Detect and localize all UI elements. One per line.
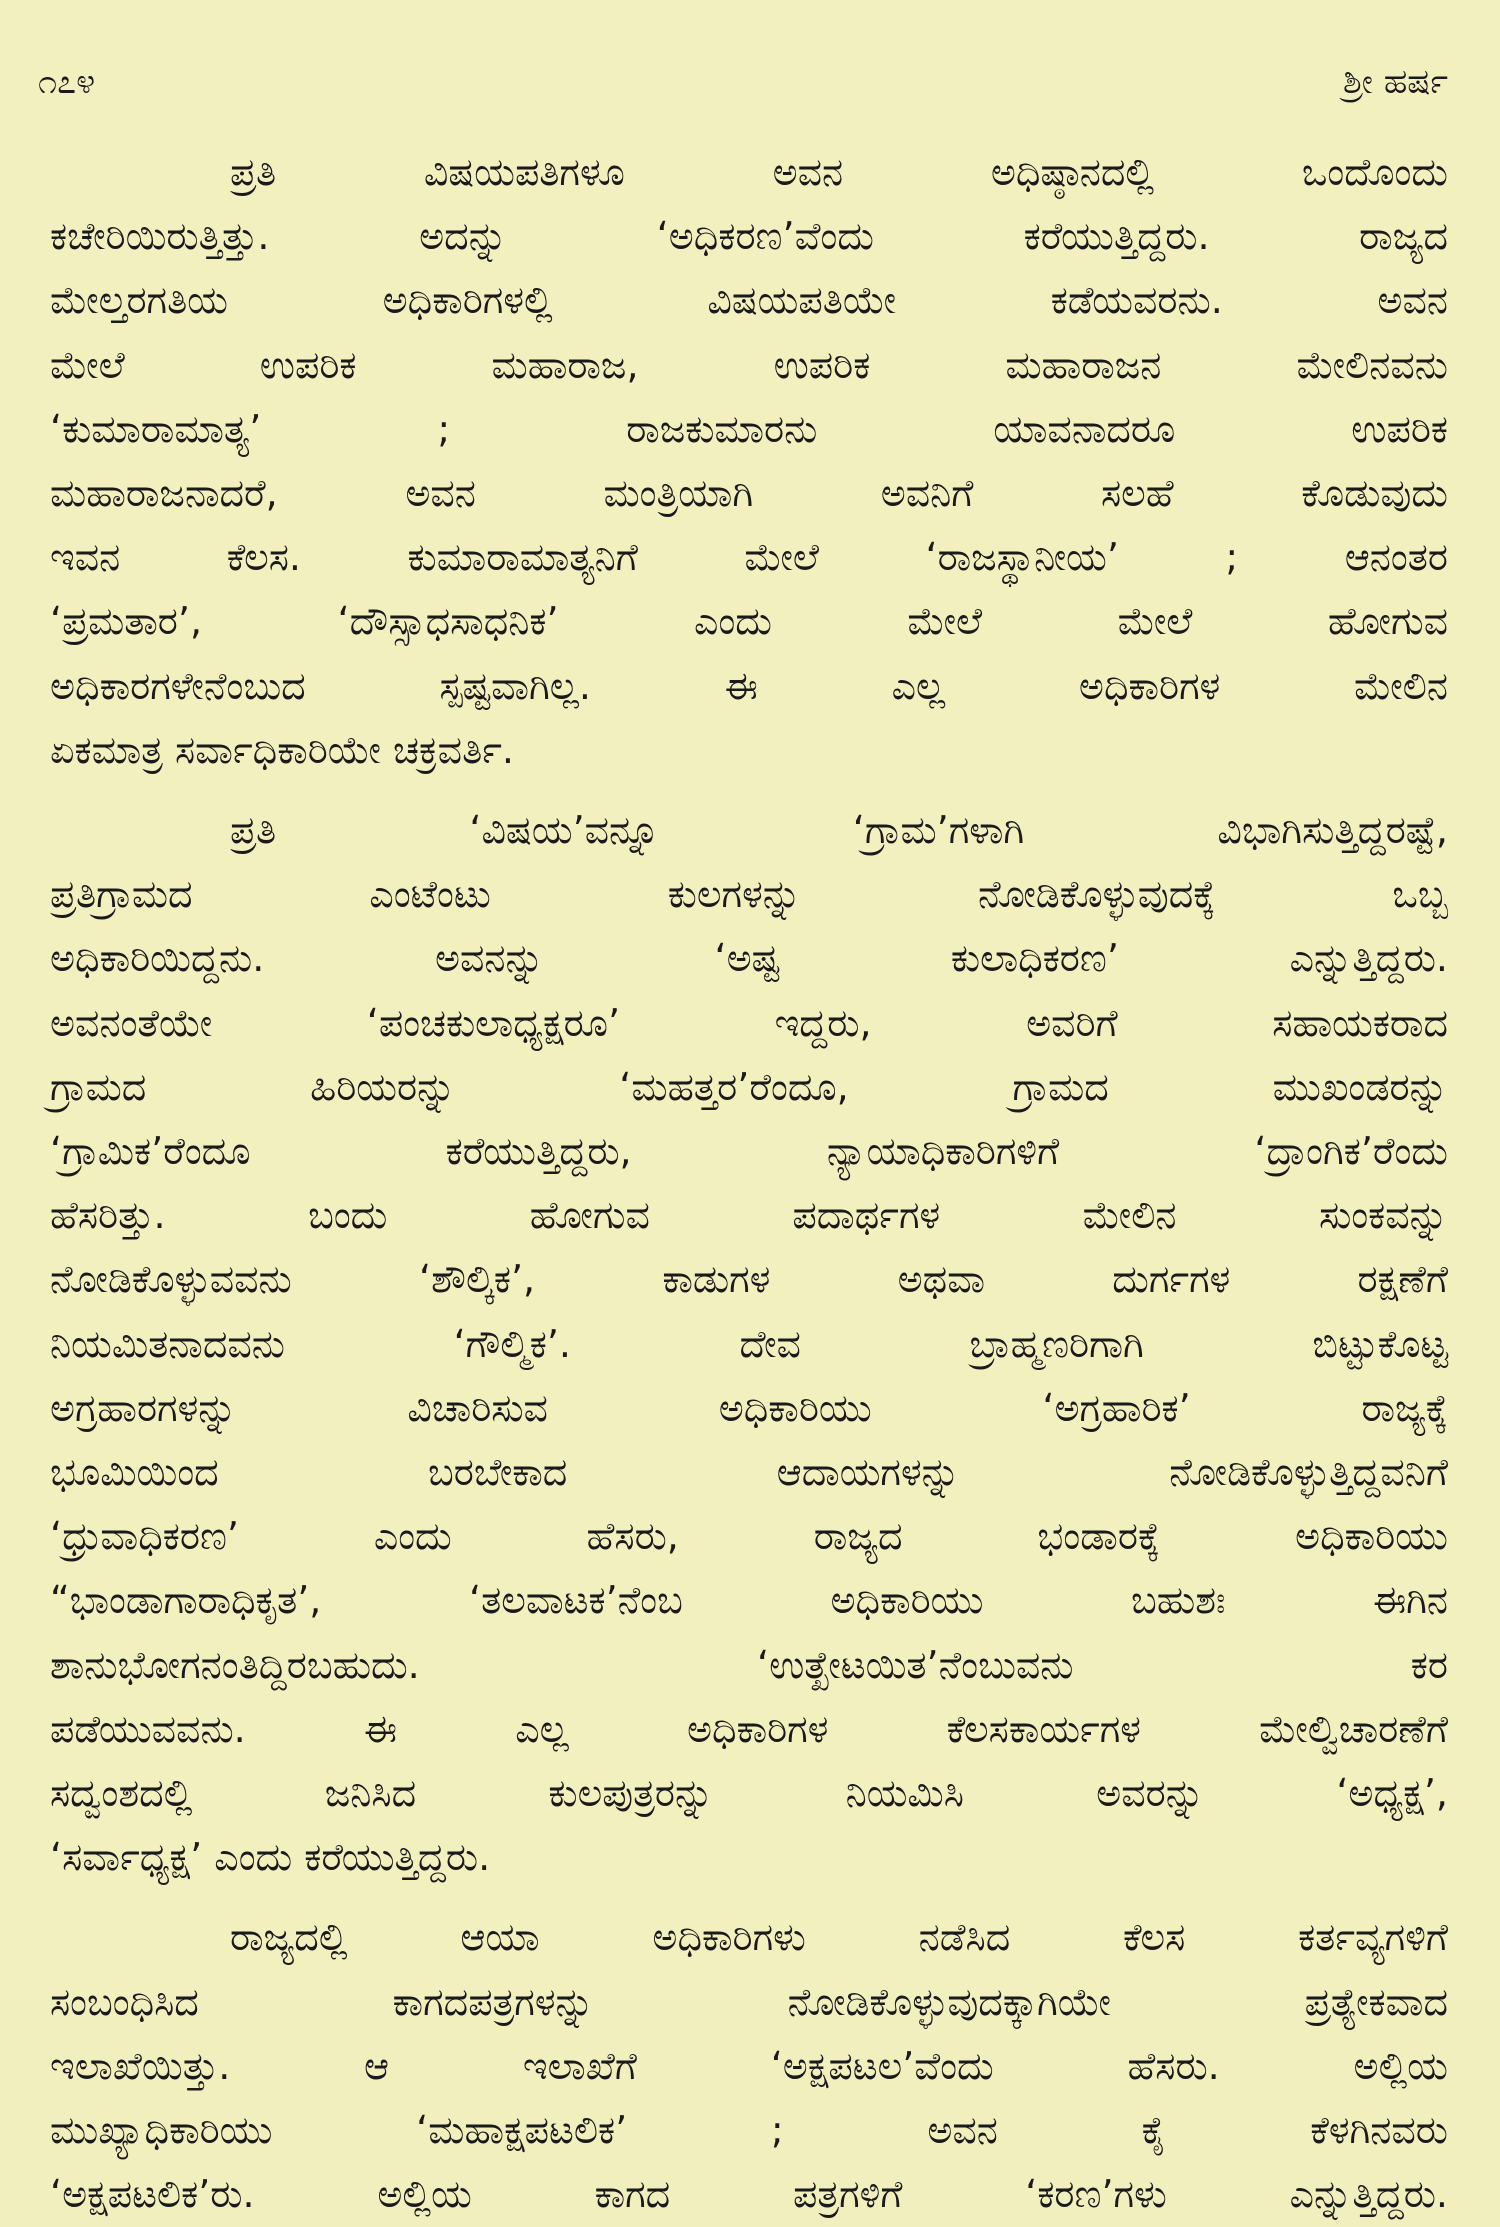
text-line: ‘ಅಕ್ಷಪಟಲಿಕ’ರು. ಅಲ್ಲಿಯ ಕಾಗದ ಪತ್ರಗಳಿಗೆ ‘ಕರಣ’ಗಳು ಎನ್ನುತ್ತಿದ್ದರು. bbox=[50, 2172, 1448, 2217]
text-line: ನಿಯಮಿತನಾದವನು ‘ಗೌಲ್ಮಿಕ’. ದೇವ ಬ್ರಾಹ್ಮಣರಿಗಾಗಿ ಬಿಟ್ಟುಕೊಟ್ಟ bbox=[50, 1321, 1448, 1366]
text-line: ಇವನ ಕೆಲಸ. ಕುಮಾರಾಮಾತ್ಯನಿಗೆ ಮೇಲೆ ‘ರಾಜಸ್ಥಾನೀಯ’ ; ಆನಂತರ bbox=[50, 535, 1448, 580]
paragraph-administration bbox=[50, 140, 1448, 782]
text-line: ಸದ್ವಂಶದಲ್ಲಿ ಜನಿಸಿದ ಕುಲಪುತ್ರರನ್ನು ನಿಯಮಿಸಿ ಅವರನ್ನು ‘ಅಧ್ಯಕ್ಷ’, bbox=[50, 1771, 1448, 1816]
text-line: ಪಡೆಯುವವನು. ಈ ಎಲ್ಲ ಅಧಿಕಾರಿಗಳ ಕೆಲಸಕಾರ್ಯಗಳ ಮೇಲ್ವಿಚಾರಣೆಗೆ bbox=[50, 1706, 1448, 1751]
text-line: ನೋಡಿಕೊಳ್ಳುವವನು ‘ಶೌಲ್ಕಿಕ’, ಕಾಡುಗಳ ಅಥವಾ ದುರ್ಗಗಳ ರಕ್ಷಣೆಗೆ bbox=[50, 1257, 1448, 1302]
text-line: ಅಗ್ರಹಾರಗಳನ್ನು ವಿಚಾರಿಸುವ ಅಧಿಕಾರಿಯು ‘ಅಗ್ರಹಾರಿಕ’ ರಾಜ್ಯಕ್ಕೆ bbox=[50, 1385, 1448, 1430]
text-line: ‘ಧ್ರುವಾಧಿಕರಣ’ ಎಂದು ಹೆಸರು, ರಾಜ್ಯದ ಭಂಡಾರಕ್ಕೆ ಅಧಿಕಾರಿಯು bbox=[50, 1514, 1448, 1559]
text-line: ‘ಸರ್ವಾಧ್ಯಕ್ಷ’ ಎಂದು ಕರೆಯುತ್ತಿದ್ದರು. bbox=[50, 1835, 491, 1880]
text-line: ಅಧಿಕಾರಗಳೇನೆಂಬುದ ಸ್ಪಷ್ಟವಾಗಿಲ್ಲ. ಈ ಎಲ್ಲ ಅಧಿಕಾರಿಗಳ ಮೇಲಿನ bbox=[50, 663, 1448, 708]
text-line: ಭೂಮಿಯಿಂದ ಬರಬೇಕಾದ ಆದಾಯಗಳನ್ನು ನೋಡಿಕೊಳ್ಳುತ್ತಿದ್ದವನಿಗೆ bbox=[50, 1450, 1448, 1495]
text-line: ಮೇಲೆ ಉಪರಿಕ ಮಹಾರಾಜ, ಉಪರಿಕ ಮಹಾರಾಜನ ಮೇಲಿನವನು bbox=[50, 342, 1448, 387]
text-line: ‘ಪ್ರಮತಾರ’, ‘ದೌಸ್ಸಾಧಸಾಧನಿಕ’ ಎಂದು ಮೇಲೆ ಮೇಲೆ ಹೋಗುವ bbox=[50, 599, 1448, 644]
text-line: ಶಾನುಭೋಗನಂತಿದ್ದಿರಬಹುದು. ‘ಉತ್ಖೇಟಯಿತ’ನೆಂಬುವನು ಕರ bbox=[50, 1642, 1448, 1687]
text-line: ‘ಗ್ರಾಮಿಕ’ರೆಂದೂ ಕರೆಯುತ್ತಿದ್ದರು, ನ್ಯಾಯಾಧಿಕಾರಿಗಳಿಗೆ ‘ದ್ರಾಂಗಿಕ’ರೆಂದು bbox=[50, 1129, 1448, 1174]
text-line: ಏಕಮಾತ್ರ ಸರ್ವಾಧಿಕಾರಿಯೇ ಚಕ್ರವರ್ತಿ. bbox=[50, 727, 514, 772]
text-line: ಮಹಾರಾಜನಾದರೆ, ಅವನ ಮಂತ್ರಿಯಾಗಿ ಅವನಿಗೆ ಸಲಹೆ ಕೊಡುವುದು bbox=[50, 471, 1448, 516]
running-title: ಶ್ರೀ ಹರ್ಷ bbox=[1342, 62, 1448, 102]
paragraph-village-officers bbox=[50, 798, 1448, 1889]
text-line: ಪ್ರತಿ ವಿಷಯಪತಿಗಳೂ ಅವನ ಅಧಿಷ್ಠಾನದಲ್ಲಿ ಒಂದೊಂದು bbox=[230, 150, 1448, 194]
text-line: ಸಂಬಂಧಿಸಿದ ಕಾಗದಪತ್ರಗಳನ್ನು ನೋಡಿಕೊಳ್ಳುವುದಕ್ಕಾಗಿಯೇ ಪ್ರತ್ಯೇಕವಾದ bbox=[50, 1979, 1448, 2024]
text-line: ಅವನಂತೆಯೇ ‘ಪಂಚಕುಲಾಧ್ಯಕ್ಷರೂ’ ಇದ್ದರು, ಅವರಿಗೆ ಸಹಾಯಕರಾದ bbox=[50, 1000, 1448, 1045]
text-line: ಗ್ರಾಮದ ಹಿರಿಯರನ್ನು ‘ಮಹತ್ತರ’ರೆಂದೂ, ಗ್ರಾಮದ ಮುಖಂಡರನ್ನು bbox=[50, 1064, 1448, 1109]
text-line: ಮುಖ್ಯಾಧಿಕಾರಿಯು ‘ಮಹಾಕ್ಷಪಟಲಿಕ’ ; ಅವನ ಕೈ ಕೆಳಗಿನವರು bbox=[50, 2108, 1448, 2153]
text-line: ರಾಜ್ಯದಲ್ಲಿ ಆಯಾ ಅಧಿಕಾರಿಗಳು ನಡೆಸಿದ ಕೆಲಸ ಕರ್ತವ್ಯಗಳಿಗೆ bbox=[230, 1915, 1448, 1960]
paragraph-records-department bbox=[50, 1905, 1448, 2226]
page-number: ೧೭೪ bbox=[38, 62, 96, 102]
text-line: ಅಧಿಕಾರಿಯಿದ್ದನು. ಅವನನ್ನು ‘ಅಷ್ಟ ಕುಲಾಧಿಕರಣ’ ಎನ್ನುತ್ತಿದ್ದರು. bbox=[50, 936, 1448, 981]
text-line: ಕಚೇರಿಯಿರುತ್ತಿತ್ತು. ಅದನ್ನು ‘ಅಧಿಕರಣ’ವೆಂದು ಕರೆಯುತ್ತಿದ್ದರು. ರಾಜ್ಯದ bbox=[50, 214, 1448, 259]
text-line: ‘ಕುಮಾರಾಮಾತ್ಯ’ ; ರಾಜಕುಮಾರನು ಯಾವನಾದರೂ ಉಪರಿಕ bbox=[50, 406, 1448, 451]
text-line: ಪ್ರತಿಗ್ರಾಮದ ಎಂಟೆಂಟು ಕುಲಗಳನ್ನು ನೋಡಿಕೊಳ್ಳುವುದಕ್ಕೆ ಒಬ್ಬ bbox=[50, 872, 1448, 917]
text-line: ಹೆಸರಿತ್ತು. ಬಂದು ಹೋಗುವ ಪದಾರ್ಥಗಳ ಮೇಲಿನ ಸುಂಕವನ್ನು bbox=[50, 1193, 1448, 1238]
text-line: ಇಲಾಖೆಯಿತ್ತು. ಆ ಇಲಾಖೆಗೆ ‘ಅಕ್ಷಪಟಲ’ವೆಂದು ಹೆಸರು. ಅಲ್ಲಿಯ bbox=[50, 2043, 1448, 2088]
text-line: “ಭಾಂಡಾಗಾರಾಧಿಕೃತ’, ‘ತಲವಾಟಕ’ನೆಂಬ ಅಧಿಕಾರಿಯು ಬಹುಶಃ ಈಗಿನ bbox=[50, 1578, 1448, 1623]
page-body bbox=[50, 140, 1448, 2217]
text-line: ಪ್ರತಿ ‘ವಿಷಯ’ವನ್ನೂ ‘ಗ್ರಾಮ’ಗಳಾಗಿ ವಿಭಾಗಿಸುತ್ತಿದ್ದರಷ್ಟೆ, bbox=[230, 808, 1448, 853]
page-header bbox=[38, 52, 1448, 112]
text-line: ಮೇಲ್ತರಗತಿಯ ಅಧಿಕಾರಿಗಳಲ್ಲಿ ವಿಷಯಪತಿಯೇ ಕಡೆಯವರನು. ಅವನ bbox=[50, 278, 1448, 323]
